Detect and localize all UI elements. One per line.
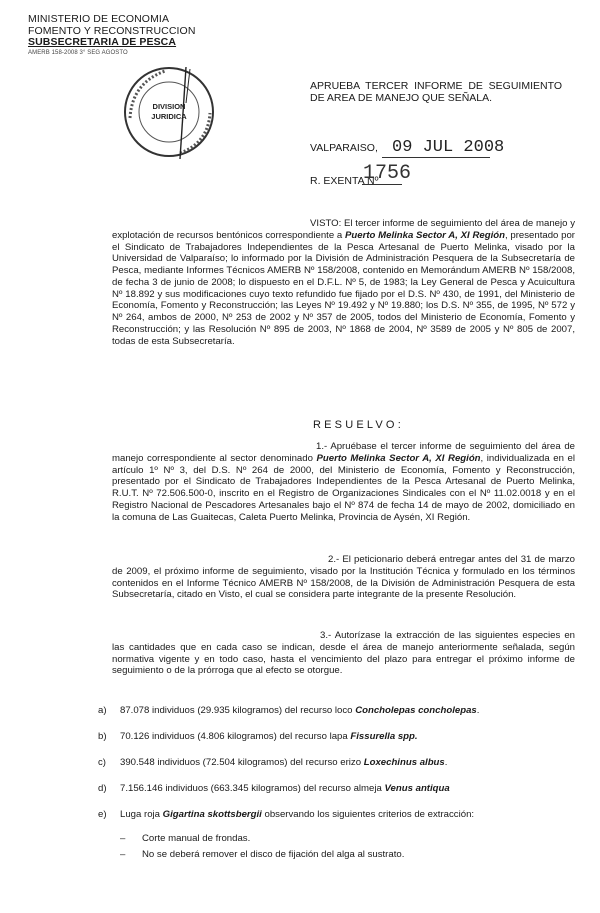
- number-underline: [362, 184, 402, 185]
- p1-text-c: , individualizada en el artículo 1º Nº 3, del D.S. Nº 264 de 2000, del Ministerio de Economía, Fomento y Reconstrucción, presentado por el Sindicato de Trabajadores Independientes de la Pesca Artesanal de Puerto Melinka, R.U.T. Nº 72.506.500-0, inscrito en el Registro de Organizaciones Sindicales con el Nº 11.02.0018 y en el Registro Nacional de Pescadores Artesanales bajo el Nº 874 de fecha 14 de mayo de 2002, domiciliado en la comuna de Las Guaitecas, Caleta Puerto Melinka, Provincia de Aysén, XI Región.: [112, 452, 575, 523]
- place-label: VALPARAISO,: [310, 142, 378, 154]
- list-item-d: [98, 783, 450, 795]
- paragraph-3: 3.- Autorízase la extracción de las siguientes especies en las cantidades que en cada caso se indican, desde el área de manejo anteriormente señalada, según normativa vigente y en todo caso, hasta el vencimiento del plazo para entregar el próximo informe de seguimiento o de la prórroga que al efecto se otorgue.: [112, 630, 575, 677]
- visto-paragraph: [112, 218, 575, 347]
- subsecretaria-name: SUBSECRETARIA DE PESCA: [28, 36, 177, 48]
- seal-text-line2: JURIDICA: [151, 112, 187, 121]
- item-species: Concholepas concholepas: [355, 705, 477, 716]
- list-item-c: [98, 757, 447, 769]
- item-text: 7.156.146 individuos (663.345 kilogramos) del recurso almeja: [120, 783, 385, 794]
- list-item-e: [98, 809, 474, 821]
- date-stamp: 09 JUL 2008: [392, 138, 505, 157]
- list-item-b: [98, 731, 418, 743]
- resuelvo-heading: RESUELVO:: [313, 419, 404, 431]
- item-end: .: [444, 757, 448, 768]
- date-underline: [382, 157, 490, 158]
- item-end: observando los siguientes criterios de extracción:: [261, 809, 475, 820]
- item-species: Loxechinus albus: [363, 757, 445, 768]
- item-label: c): [98, 757, 106, 768]
- list-item-a: [98, 705, 479, 717]
- ministry-name: MINISTERIO DE ECONOMIA: [28, 13, 170, 25]
- p1-text-a: 1.- Apruébase el tercer informe de seguimiento del área de manejo correspondiente al sector denominado: [112, 441, 575, 464]
- item-species: Venus antiqua: [384, 783, 450, 794]
- visto-area-name: Puerto Melinka Sector A, XI Región: [345, 229, 505, 241]
- item-species: Gigartina skottsbergii: [162, 809, 262, 820]
- criterion-text: No se deberá remover el disco de fijación del alga al sustrato.: [142, 849, 405, 860]
- bullet-dash: –: [120, 849, 126, 860]
- reference-code: AMERB 158-2008 3° SEG AGOSTO: [28, 49, 128, 56]
- exenta-label: R. EXENTA Nº: [310, 175, 379, 187]
- division-juridica-seal: [120, 63, 218, 161]
- criterion-item: [120, 849, 404, 861]
- resolution-title: APRUEBA TERCER INFORME DE SEGUIMIENTO DE AREA DE MANEJO QUE SEÑALA.: [310, 80, 562, 104]
- criterion-item: [120, 833, 250, 845]
- p1-area-name: Puerto Melinka Sector A, XI Región: [316, 452, 481, 464]
- item-label: b): [98, 731, 107, 742]
- criterion-text: Corte manual de frondas.: [142, 833, 251, 844]
- item-text: 390.548 individuos (72.504 kilogramos) del recurso erizo: [120, 757, 364, 768]
- item-label: d): [98, 783, 107, 794]
- item-label: a): [98, 705, 107, 716]
- exenta-number: 1756: [363, 162, 412, 185]
- item-text: 87.078 individuos (29.935 kilogramos) del recurso loco: [120, 705, 356, 716]
- item-label: e): [98, 809, 107, 820]
- paragraph-2: 2.- El peticionario deberá entregar antes del 31 de marzo de 2009, el próximo informe de seguimiento, visado por la Institución Técnica y formulado en los términos contenidos en el Informe Técnico AMERB Nº 158/2008, de la División de Administración Pesquera de esta Subsecretaría, citado en Visto, el cual se considera parte integrante de la presente Resolución.: [112, 554, 575, 601]
- item-end: .: [476, 705, 480, 716]
- item-text: 70.126 individuos (4.806 kilogramos) del recurso lapa: [120, 731, 351, 742]
- seal-text-line1: DIVISION: [152, 102, 186, 111]
- bullet-dash: –: [120, 833, 126, 844]
- visto-text-c: , presentado por el Sindicato de Trabajadores Independientes de la Pesca Artesanal de Puerto Melinka, visado por la Universidad de Valparaíso; lo informado por la División de Administración Pesquera de la Subsecretaría de Pesca, mediante Informes Técnicos AMERB Nº 158/2008, contenido en Memorándum AMERB Nº 158/2008, de fecha 3 de junio de 2008; lo dispuesto en el D.F.L. Nº 5, de 1983; la Ley General de Pesca y Acuicultura Nº 18.892 y sus modificaciones cuyo texto refundido fue fijado por el D.S. Nº 430, de 1991, del Ministerio de Economía, Fomento y Reconstrucción; las Leyes Nº 19.492 y Nº 19.880; los D.S. Nº 355, de 1995, Nº 572 y Nº 264, ambos de 2000, Nº 253 de 2002 y Nº 357 de 2005, todos del Ministerio de Economía, Fomento y Reconstrucción; y las Resolución Nº 895 de 2003, Nº 1868 de 2004, Nº 3589 de 2005 y Nº 805 de 2007, todas de esta Subsecretaría.: [112, 229, 575, 347]
- item-species: Fissurella spp.: [350, 731, 418, 742]
- visto-text-a: VISTO: El tercer informe de seguimiento del área de manejo y explotación de recursos bentónicos correspondiente a: [112, 218, 575, 241]
- letterhead: [28, 14, 196, 57]
- item-text: Luga roja: [120, 809, 163, 820]
- paragraph-1: [112, 441, 575, 523]
- ministry-subname: FOMENTO Y RECONSTRUCCION: [28, 24, 196, 37]
